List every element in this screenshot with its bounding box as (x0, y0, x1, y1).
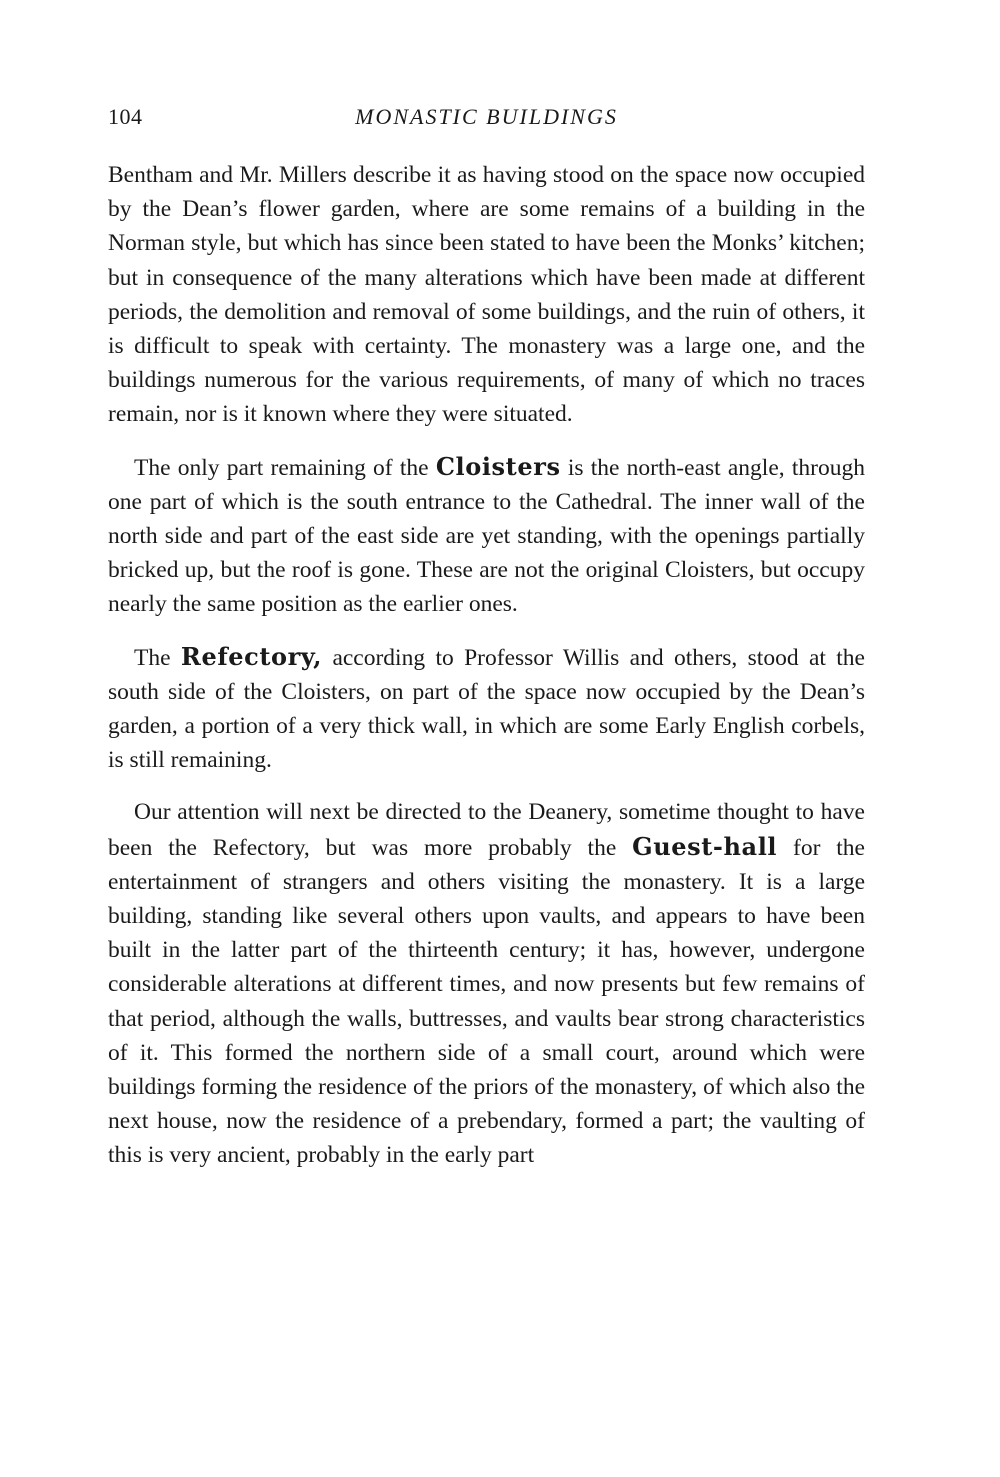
blackletter-term-cloisters: Cloisters (435, 451, 561, 481)
paragraph-text: for the entertainment of strangers and others visiting the monastery. It is a large building, standing like several others upon vaults, and appears to have been built in the latter part of the thirteenth century; it has, however, undergone considerable alterations at different times, and now presents but few remains of that period, although the walls, buttresses, and vaults bear strong characteristics of it. This formed the northern side of a small court, around which were buildings forming the residence of the priors of the monastery, of which also the next house, now the residence of a prebendary, formed a part; the vaulting of this is very ancient, probably in the early part (108, 834, 865, 1169)
blackletter-term-guest-hall: Guest-hall (632, 831, 778, 861)
paragraph-deanery (108, 795, 865, 1172)
paragraph-text: is the north-east angle, through one part of which is the south entrance to the Cathedral. The inner wall of the north side and part of the east side are yet standing, with the openings partially bricked up, but the roof is gone. These are not the original Cloisters, but occupy nearly the same position as the earlier ones. (108, 454, 865, 618)
blackletter-term-refectory: Refectory, (180, 641, 323, 671)
paragraph-bentham: Bentham and Mr. Millers describe it as having stood on the space now occupied by the Dean’s flower garden, where are some remains of a building in the Norman style, but which has since been stated to have been the Monks’ kitchen; but in consequence of the many alterations which have been made at different periods, the demolition and removal of some buildings, and the ruin of others, it is difficult to speak with certainty. The monastery was a large one, and the buildings numerous for the various requirements, of many of which no traces remain, nor is it known where they were situated. (108, 162, 865, 428)
body-text (108, 158, 865, 1191)
paragraph-text: according to Professor Willis and others, stood at the south side of the Cloisters, on part of the space now occupied by the Dean’s garden, a portion of a very thick wall, in which are some Early English corbels, is still remaining. (108, 644, 865, 774)
paragraph-text: The only part remaining of the (134, 454, 436, 481)
paragraph-refectory (108, 640, 865, 778)
paragraph-cloisters (108, 450, 865, 622)
running-title: MONASTIC BUILDINGS (355, 104, 618, 129)
paragraph-text: The (134, 644, 181, 671)
paragraph-text: Our attention will next be directed to the Deanery, sometime thought to have been the Refectory, but was more probably the (108, 799, 865, 861)
page-number: 104 (108, 104, 143, 129)
page-header (108, 104, 865, 138)
